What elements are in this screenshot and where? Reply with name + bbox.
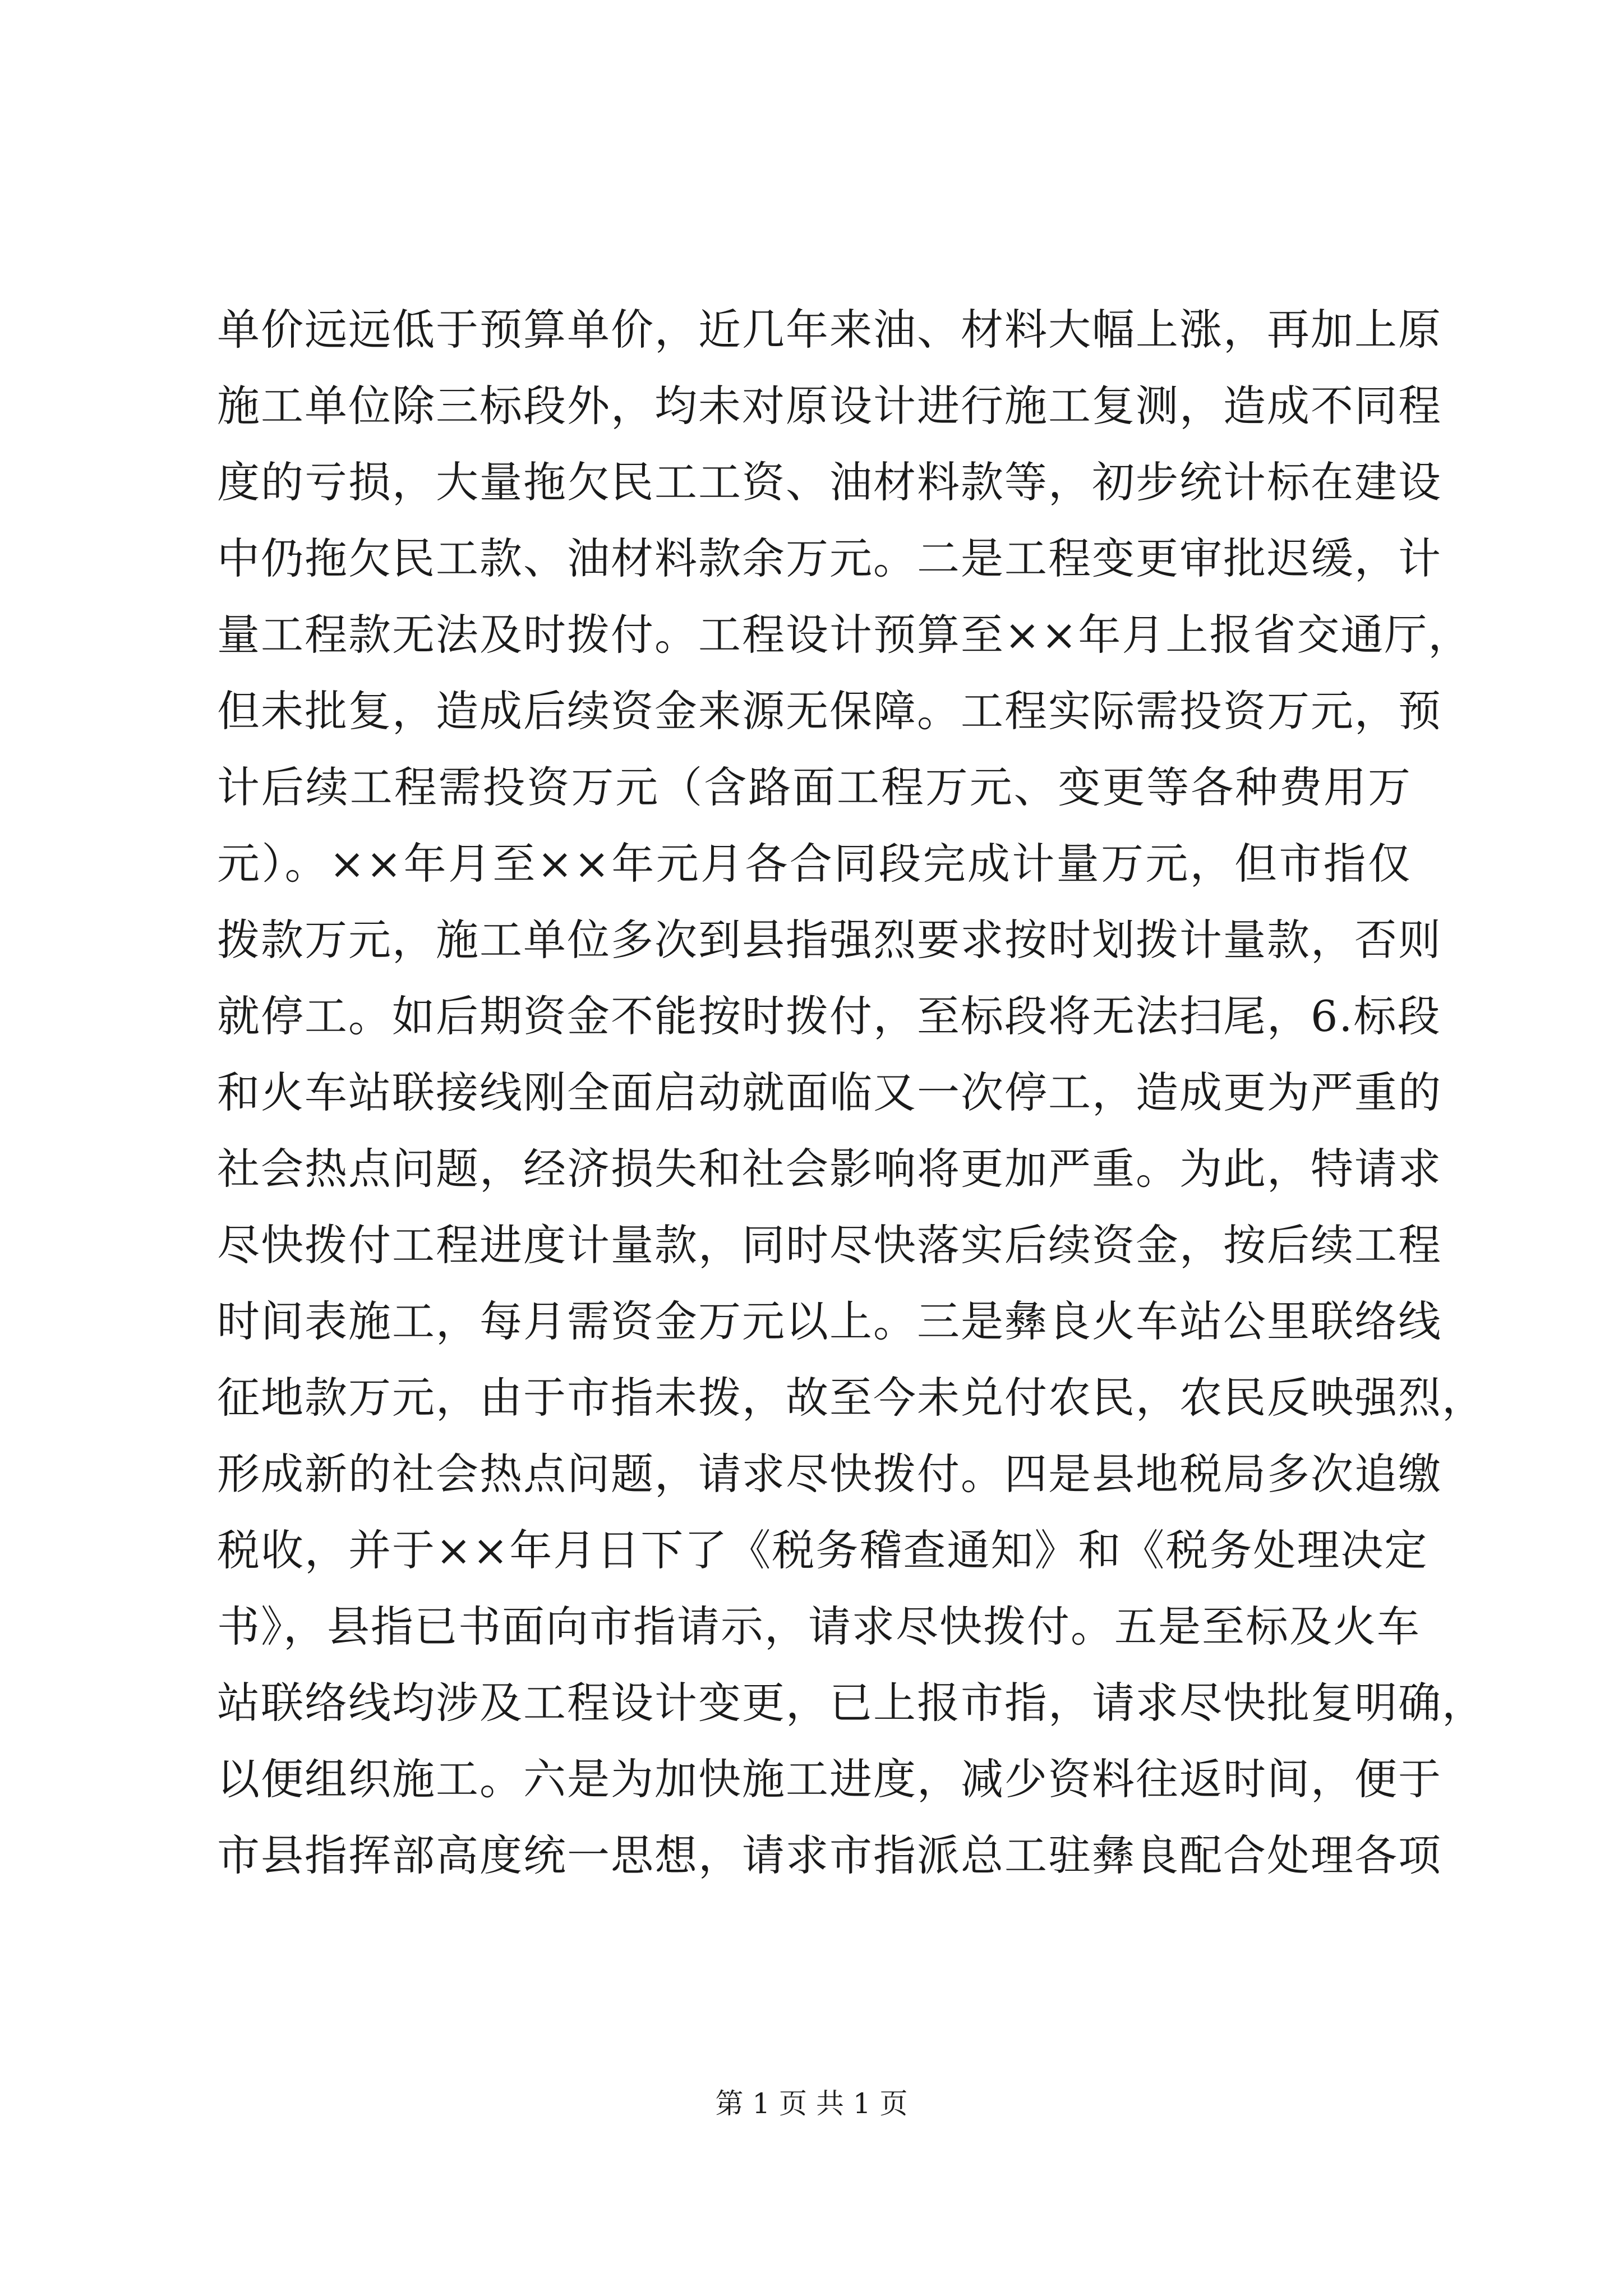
text-line: 时间表施工，每月需资金万元以上。三是彝良火车站公里联络线 (217, 1296, 1442, 1346)
body-text (217, 292, 1486, 1894)
page-footer: 第 1 页 共 1 页 (715, 2087, 908, 2120)
text-line: 施工单位除三标段外，均未对原设计进行施工复测，造成不同程 (217, 381, 1442, 431)
text-line: 度的亏损，大量拖欠民工工资、油材料款等，初步统计标在建设 (217, 457, 1442, 507)
text-line: 站联络线均涉及工程设计变更，已上报市指，请求尽快批复明确， (217, 1678, 1486, 1728)
text-line: 社会热点问题，经济损失和社会影响将更加严重。为此，特请求 (217, 1144, 1442, 1194)
text-line: 量工程款无法及时拨付。工程设计预算至××年月上报省交通厅， (217, 610, 1472, 660)
text-line: 尽快拨付工程进度计量款，同时尽快落实后续资金，按后续工程 (217, 1220, 1442, 1270)
text-line: 和火车站联接线刚全面启动就面临又一次停工，造成更为严重的 (217, 1068, 1442, 1117)
text-line: 形成新的社会热点问题，请求尽快拨付。四是县地税局多次追缴 (217, 1449, 1442, 1499)
text-line: 计后续工程需投资万元（含路面工程万元、变更等各种费用万 (217, 762, 1412, 812)
text-line: 但未批复，造成后续资金来源无保障。工程实际需投资万元，预 (217, 686, 1442, 736)
text-line: 书》，县指已书面向市指请示，请求尽快拨付。五是至标及火车 (217, 1602, 1421, 1651)
text-line: 就停工。如后期资金不能按时拨付，至标段将无法扫尾，6.标段 (217, 991, 1441, 1041)
text-line: 税收，并于××年月日下了《税务稽查通知》和《税务处理决定 (217, 1525, 1428, 1575)
text-line: 拨款万元，施工单位多次到县指强烈要求按时划拨计量款，否则 (217, 915, 1442, 965)
text-line: 元）。××年月至××年元月各合同段完成计量万元，但市指仅 (217, 839, 1412, 889)
text-line: 中仍拖欠民工款、油材料款余万元。二是工程变更审批迟缓，计 (217, 533, 1442, 583)
text-line: 征地款万元，由于市指未拨，故至今未兑付农民，农民反映强烈， (217, 1373, 1486, 1423)
text-line: 以便组织施工。六是为加快施工进度，减少资料往返时间，便于 (217, 1754, 1442, 1804)
text-line: 市县指挥部高度统一思想，请求市指派总工驻彝良配合处理各项 (217, 1830, 1442, 1880)
text-line: 单价远远低于预算单价，近几年来油、材料大幅上涨，再加上原 (217, 305, 1442, 355)
